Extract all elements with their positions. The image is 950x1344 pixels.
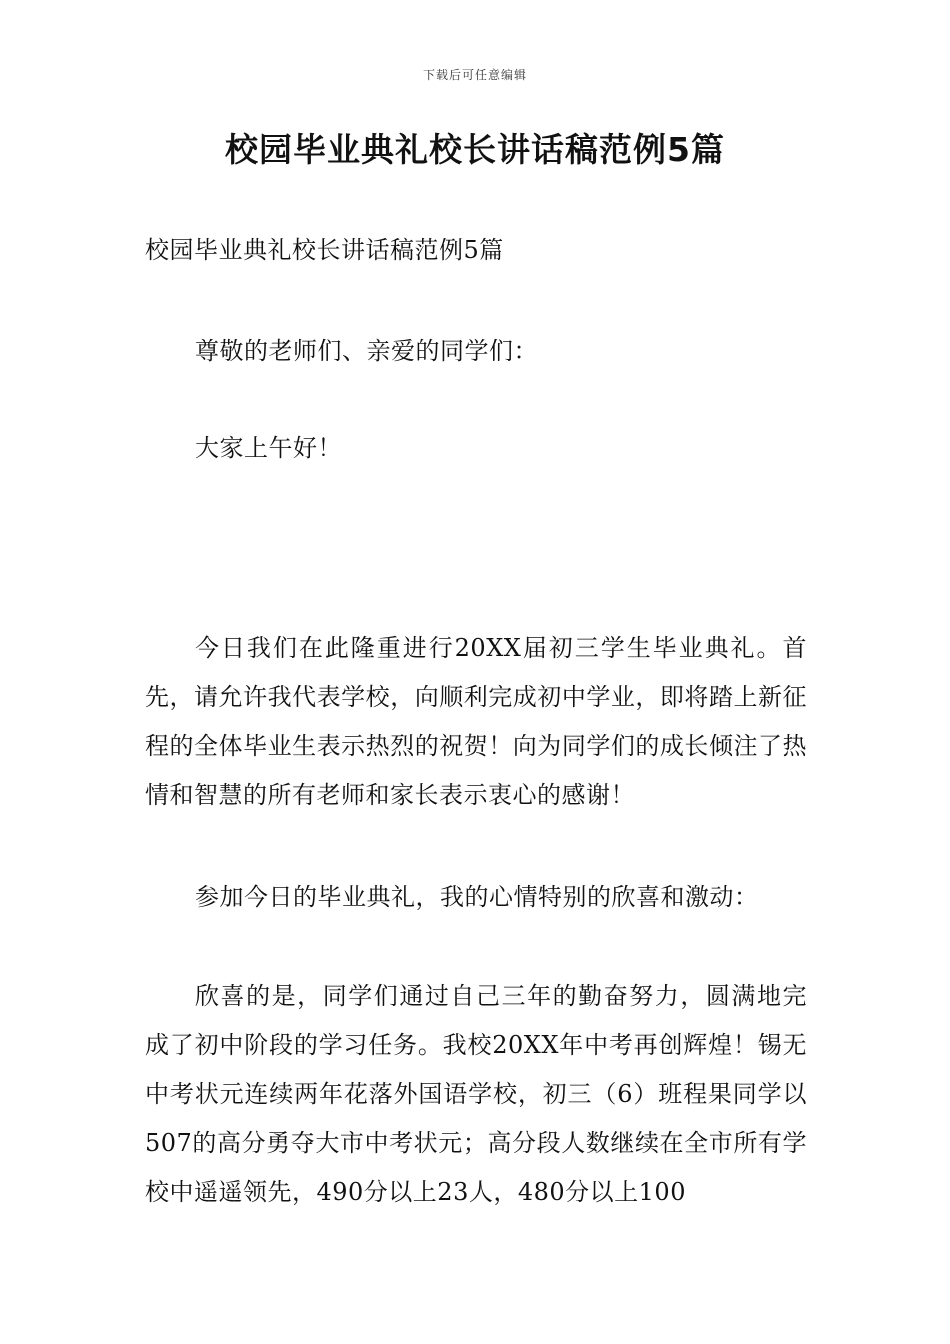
body-paragraph: 今日我们在此隆重进行20XX届初三学生毕业典礼。首先，请允许我代表学校，向顺利完成初中学业，即将踏上新征程的全体毕业生表示热烈的祝贺！向为同学们的成长倾注了热情和智慧的所有老师和家长表示衷心的感谢！ (145, 634, 807, 809)
document-title: 校园毕业典礼校长讲话稿范例5篇 (225, 130, 725, 169)
page-header-note: 下载后可任意编辑 (422, 68, 527, 82)
salutation: 尊敬的老师们、亲爱的同学们： (195, 337, 538, 365)
document-subtitle: 校园毕业典礼校长讲话稿范例5篇 (145, 236, 504, 264)
body-paragraph: 欣喜的是，同学们通过自己三年的勤奋努力，圆满地完成了初中阶段的学习任务。我校20XX年中考再创辉煌！锡无中考状元连续两年花落外国语学校，初三（6）班程果同学以507的高分勇夺大市中考状元；高分段人数继续在全市所有学校中遥遥领先，490分以上23人，480分以上100 (145, 982, 807, 1206)
body-paragraph: 参加今日的毕业典礼，我的心情特别的欣喜和激动： (195, 883, 759, 911)
greeting: 大家上午好！ (195, 434, 342, 462)
